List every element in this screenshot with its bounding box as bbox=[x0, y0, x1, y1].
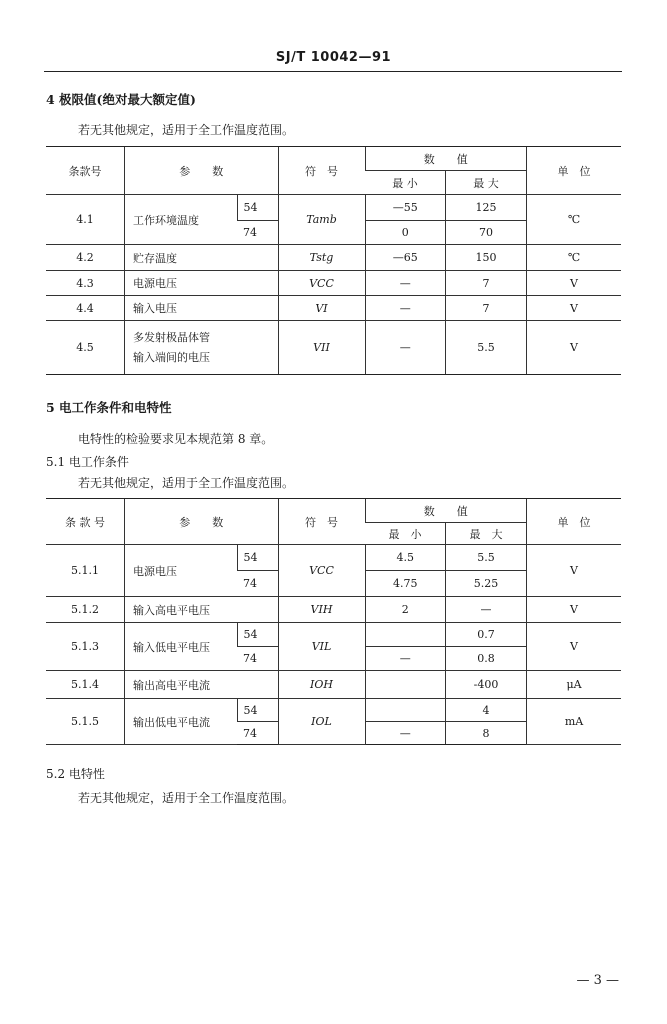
table-row bbox=[46, 545, 621, 571]
min-cell bbox=[365, 699, 446, 722]
param-cell: 输入低电平电压 bbox=[125, 623, 238, 671]
col-unit: 单 位 bbox=[527, 147, 622, 195]
section-5-heading: 5 电工作条件和电特性 bbox=[46, 400, 172, 415]
max-cell: — bbox=[446, 597, 527, 623]
symbol-cell: VCC bbox=[278, 545, 365, 597]
param-cell: 输出高电平电流 bbox=[125, 671, 279, 699]
min-cell: 4.75 bbox=[365, 571, 446, 597]
clause-cell: 4.2 bbox=[46, 245, 125, 271]
min-cell: 2 bbox=[365, 597, 446, 623]
operating-conditions-table bbox=[46, 498, 621, 745]
param-cell: 贮存温度 bbox=[125, 245, 279, 271]
col-value: 数 值 bbox=[365, 147, 527, 171]
col-param: 参 数 bbox=[125, 147, 279, 195]
max-cell: 8 bbox=[446, 722, 527, 745]
limits-table bbox=[46, 146, 621, 375]
symbol-cell: IOL bbox=[278, 699, 365, 745]
max-cell: 0.8 bbox=[446, 647, 527, 671]
unit-cell: V bbox=[527, 597, 622, 623]
min-cell: —65 bbox=[365, 245, 446, 271]
col-max: 最 大 bbox=[446, 171, 527, 195]
grade-cell: 54 bbox=[237, 623, 278, 647]
symbol-cell: VCC bbox=[278, 271, 365, 296]
col-unit: 单 位 bbox=[527, 499, 622, 545]
unit-cell: mA bbox=[527, 699, 622, 745]
clause-cell: 4.4 bbox=[46, 296, 125, 321]
min-cell: — bbox=[365, 296, 446, 321]
section-4-note: 若无其他规定，适用于全工作温度范围。 bbox=[78, 123, 295, 137]
min-cell bbox=[365, 623, 446, 647]
symbol-cell: VII bbox=[278, 321, 365, 375]
max-cell: 5.5 bbox=[446, 545, 527, 571]
subsection-5-1-note: 若无其他规定，适用于全工作温度范围。 bbox=[78, 476, 295, 490]
col-min: 最 小 bbox=[365, 523, 446, 545]
table-row bbox=[46, 699, 621, 722]
max-cell: 5.5 bbox=[446, 321, 527, 375]
max-cell: 7 bbox=[446, 296, 527, 321]
table-row bbox=[46, 321, 621, 375]
param-cell: 输入高电平电压 bbox=[125, 597, 279, 623]
grade-cell: 54 bbox=[237, 699, 278, 722]
clause-cell: 5.1.1 bbox=[46, 545, 125, 597]
subsection-5-2-heading: 5.2 电特性 bbox=[46, 767, 105, 781]
min-cell: —55 bbox=[365, 195, 446, 221]
param-cell: 多发射极晶体管 输入端间的电压 bbox=[125, 321, 279, 375]
col-clause: 条款号 bbox=[46, 147, 125, 195]
param-cell: 电源电压 bbox=[125, 271, 279, 296]
param-cell: 输出低电平电流 bbox=[125, 699, 238, 745]
symbol-cell: Tamb bbox=[278, 195, 365, 245]
grade-cell: 74 bbox=[237, 647, 278, 671]
clause-cell: 4.1 bbox=[46, 195, 125, 245]
section-4-heading: 4 极限值(绝对最大额定值) bbox=[46, 92, 196, 107]
max-cell: 4 bbox=[446, 699, 527, 722]
col-max: 最 大 bbox=[446, 523, 527, 545]
header-rule bbox=[44, 71, 622, 72]
unit-cell: V bbox=[527, 296, 622, 321]
unit-cell: ℃ bbox=[527, 245, 622, 271]
min-cell: — bbox=[365, 647, 446, 671]
table-row bbox=[46, 296, 621, 321]
min-cell bbox=[365, 671, 446, 699]
min-cell: 0 bbox=[365, 221, 446, 245]
unit-cell: V bbox=[527, 321, 622, 375]
subsection-5-1-heading: 5.1 电工作条件 bbox=[46, 455, 129, 469]
table-row bbox=[46, 245, 621, 271]
grade-cell: 74 bbox=[237, 722, 278, 745]
max-cell: 7 bbox=[446, 271, 527, 296]
col-symbol: 符 号 bbox=[278, 499, 365, 545]
unit-cell: μA bbox=[527, 671, 622, 699]
param-cell: 输入电压 bbox=[125, 296, 279, 321]
min-cell: — bbox=[365, 271, 446, 296]
col-param: 参 数 bbox=[125, 499, 279, 545]
clause-cell: 4.5 bbox=[46, 321, 125, 375]
clause-cell: 5.1.3 bbox=[46, 623, 125, 671]
clause-cell: 4.3 bbox=[46, 271, 125, 296]
col-symbol: 符 号 bbox=[278, 147, 365, 195]
symbol-cell: VIH bbox=[278, 597, 365, 623]
symbol-cell: IOH bbox=[278, 671, 365, 699]
param-cell: 工作环境温度 bbox=[125, 195, 238, 245]
min-cell: 4.5 bbox=[365, 545, 446, 571]
grade-cell: 74 bbox=[237, 571, 278, 597]
subsection-5-2-note: 若无其他规定，适用于全工作温度范围。 bbox=[78, 791, 295, 805]
col-clause: 条 款 号 bbox=[46, 499, 125, 545]
section-5-note: 电特性的检验要求见本规范第 8 章。 bbox=[78, 432, 274, 446]
symbol-cell: Tstg bbox=[278, 245, 365, 271]
table-row bbox=[46, 597, 621, 623]
min-cell: — bbox=[365, 321, 446, 375]
col-value: 数 值 bbox=[365, 499, 527, 523]
col-min: 最 小 bbox=[365, 171, 446, 195]
standard-number: SJ/T 10042—91 bbox=[275, 50, 392, 65]
param-cell: 电源电压 bbox=[125, 545, 238, 597]
unit-cell: V bbox=[527, 545, 622, 597]
unit-cell: V bbox=[527, 623, 622, 671]
max-cell: 0.7 bbox=[446, 623, 527, 647]
min-cell: — bbox=[365, 722, 446, 745]
max-cell: 70 bbox=[446, 221, 527, 245]
table-row bbox=[46, 271, 621, 296]
unit-cell: ℃ bbox=[527, 195, 622, 245]
grade-cell: 54 bbox=[237, 545, 278, 571]
unit-cell: V bbox=[527, 271, 622, 296]
symbol-cell: VIL bbox=[278, 623, 365, 671]
max-cell: 150 bbox=[446, 245, 527, 271]
page-number: — 3 — bbox=[576, 973, 619, 988]
grade-cell: 54 bbox=[237, 195, 278, 221]
clause-cell: 5.1.2 bbox=[46, 597, 125, 623]
max-cell: 125 bbox=[446, 195, 527, 221]
symbol-cell: VI bbox=[278, 296, 365, 321]
table-row bbox=[46, 195, 621, 221]
table-row bbox=[46, 623, 621, 647]
max-cell: 5.25 bbox=[446, 571, 527, 597]
clause-cell: 5.1.5 bbox=[46, 699, 125, 745]
max-cell: -400 bbox=[446, 671, 527, 699]
grade-cell: 74 bbox=[237, 221, 278, 245]
clause-cell: 5.1.4 bbox=[46, 671, 125, 699]
table-row bbox=[46, 671, 621, 699]
